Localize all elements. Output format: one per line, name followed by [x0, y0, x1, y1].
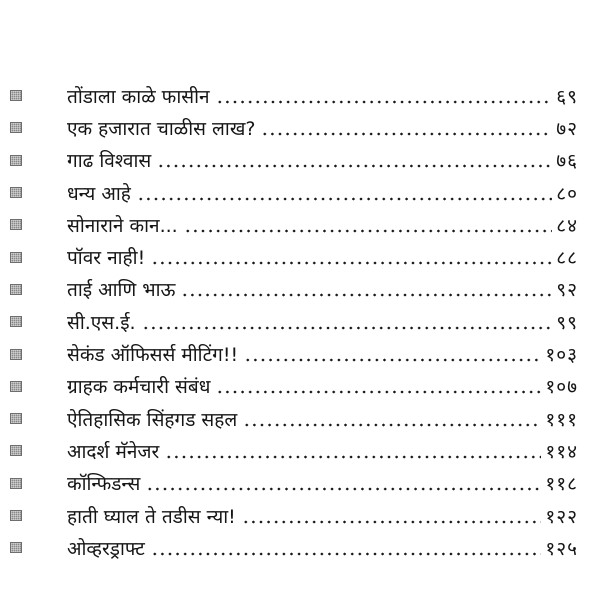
- square-bullet-icon: [10, 155, 22, 166]
- dot-leader: [181, 293, 552, 297]
- square-bullet-icon: [10, 284, 22, 295]
- toc-entry-page: ९२: [556, 279, 578, 302]
- toc-entry-page: ११४: [545, 440, 578, 463]
- toc-entry-page: ८८: [556, 247, 578, 270]
- square-bullet-icon: [10, 478, 22, 489]
- square-bullet-icon: [10, 252, 22, 263]
- dot-leader: [165, 455, 541, 459]
- toc-entry-page: ७२: [556, 117, 578, 140]
- dot-leader: [242, 520, 542, 524]
- dot-leader: [243, 423, 541, 427]
- toc-entry: [10, 372, 588, 404]
- square-bullet-icon: [10, 542, 22, 553]
- toc-entry: [10, 404, 588, 436]
- dot-leader: [151, 261, 552, 265]
- toc-entry: [10, 307, 588, 339]
- toc-entry-page: ८०: [556, 182, 578, 205]
- toc-entry-title: एक हजारात चाळीस लाख?: [67, 117, 256, 140]
- toc-entry-page: १२५: [545, 537, 578, 560]
- square-bullet-icon: [10, 349, 22, 360]
- square-bullet-icon: [10, 219, 22, 230]
- toc-entry-title: धन्य आहे: [67, 182, 131, 205]
- square-bullet-icon: [10, 316, 22, 327]
- toc-entry-title: हाती घ्याल ते तडीस न्या!: [67, 505, 236, 528]
- square-bullet-icon: [10, 90, 22, 101]
- toc-entry-page: ९९: [556, 311, 578, 334]
- toc-entry-title: ग्राहक कर्मचारी संबंध: [67, 376, 211, 399]
- toc-entry-title: तोंडाला काळे फासीन: [67, 85, 210, 108]
- toc-entry: [10, 339, 588, 371]
- toc-entry-line: [67, 533, 578, 565]
- square-bullet-icon: [10, 187, 22, 198]
- dot-leader: [184, 229, 553, 233]
- toc-entry: [10, 501, 588, 533]
- toc-entry-page: ७६: [556, 150, 578, 173]
- toc-entry-page: १११: [545, 408, 578, 431]
- toc-entry-line: [67, 307, 578, 339]
- toc-entry-title: कॉन्फिडन्स: [67, 473, 141, 496]
- dot-leader: [261, 132, 552, 136]
- toc-entry: [10, 242, 588, 274]
- toc-entry-page: ६९: [556, 85, 578, 108]
- toc-entry-page: ११८: [545, 473, 578, 496]
- toc-entry-title: सोनाराने कान...: [67, 214, 178, 237]
- toc-entry-line: [67, 372, 578, 404]
- toc-entry-page: १०७: [545, 376, 578, 399]
- toc-entry-page: १२२: [545, 505, 578, 528]
- toc-entry: [10, 81, 588, 113]
- toc-entry-page: १०३: [545, 344, 578, 367]
- dot-leader: [151, 552, 541, 556]
- toc-entry-line: [67, 178, 578, 210]
- toc-entry-line: [67, 113, 578, 145]
- square-bullet-icon: [10, 122, 22, 133]
- dot-leader: [216, 390, 541, 394]
- toc-entry-title: पॉवर नाही!: [67, 247, 146, 270]
- square-bullet-icon: [10, 445, 22, 456]
- toc-entry-title: ताई आणि भाऊ: [67, 279, 176, 302]
- square-bullet-icon: [10, 510, 22, 521]
- table-of-contents: [10, 81, 588, 565]
- toc-entry: [10, 275, 588, 307]
- toc-entry-line: [67, 469, 578, 501]
- toc-entry: [10, 210, 588, 242]
- dot-leader: [244, 358, 541, 362]
- toc-entry-title: ऐतिहासिक सिंहगड सहल: [67, 408, 238, 431]
- toc-entry-line: [67, 275, 578, 307]
- toc-entry-line: [67, 242, 578, 274]
- dot-leader: [146, 487, 541, 491]
- square-bullet-icon: [10, 381, 22, 392]
- dot-leader: [157, 164, 552, 168]
- toc-entry-title: गाढ विश्वास: [67, 150, 152, 173]
- toc-entry-line: [67, 339, 578, 371]
- toc-entry: [10, 533, 588, 565]
- toc-entry-title: आदर्श मॅनेजर: [67, 440, 160, 463]
- toc-entry-title: सी.एस.ई.: [67, 311, 136, 334]
- square-bullet-icon: [10, 413, 22, 424]
- toc-entry-line: [67, 210, 578, 242]
- dot-leader: [142, 326, 553, 330]
- toc-entry: [10, 178, 588, 210]
- dot-leader: [137, 197, 552, 201]
- toc-entry: [10, 113, 588, 145]
- toc-entry-title: सेकंड ऑफिसर्स मीटिंग!!: [67, 344, 239, 367]
- toc-entry: [10, 436, 588, 468]
- toc-entry-line: [67, 146, 578, 178]
- toc-entry-line: [67, 81, 578, 113]
- toc-entry-line: [67, 404, 578, 436]
- toc-entry-page: ८४: [556, 214, 578, 237]
- toc-entry: [10, 146, 588, 178]
- dot-leader: [216, 100, 553, 104]
- toc-entry-title: ओव्हरड्राफ्ट: [67, 537, 145, 560]
- toc-entry-line: [67, 501, 578, 533]
- toc-entry: [10, 469, 588, 501]
- toc-entry-line: [67, 436, 578, 468]
